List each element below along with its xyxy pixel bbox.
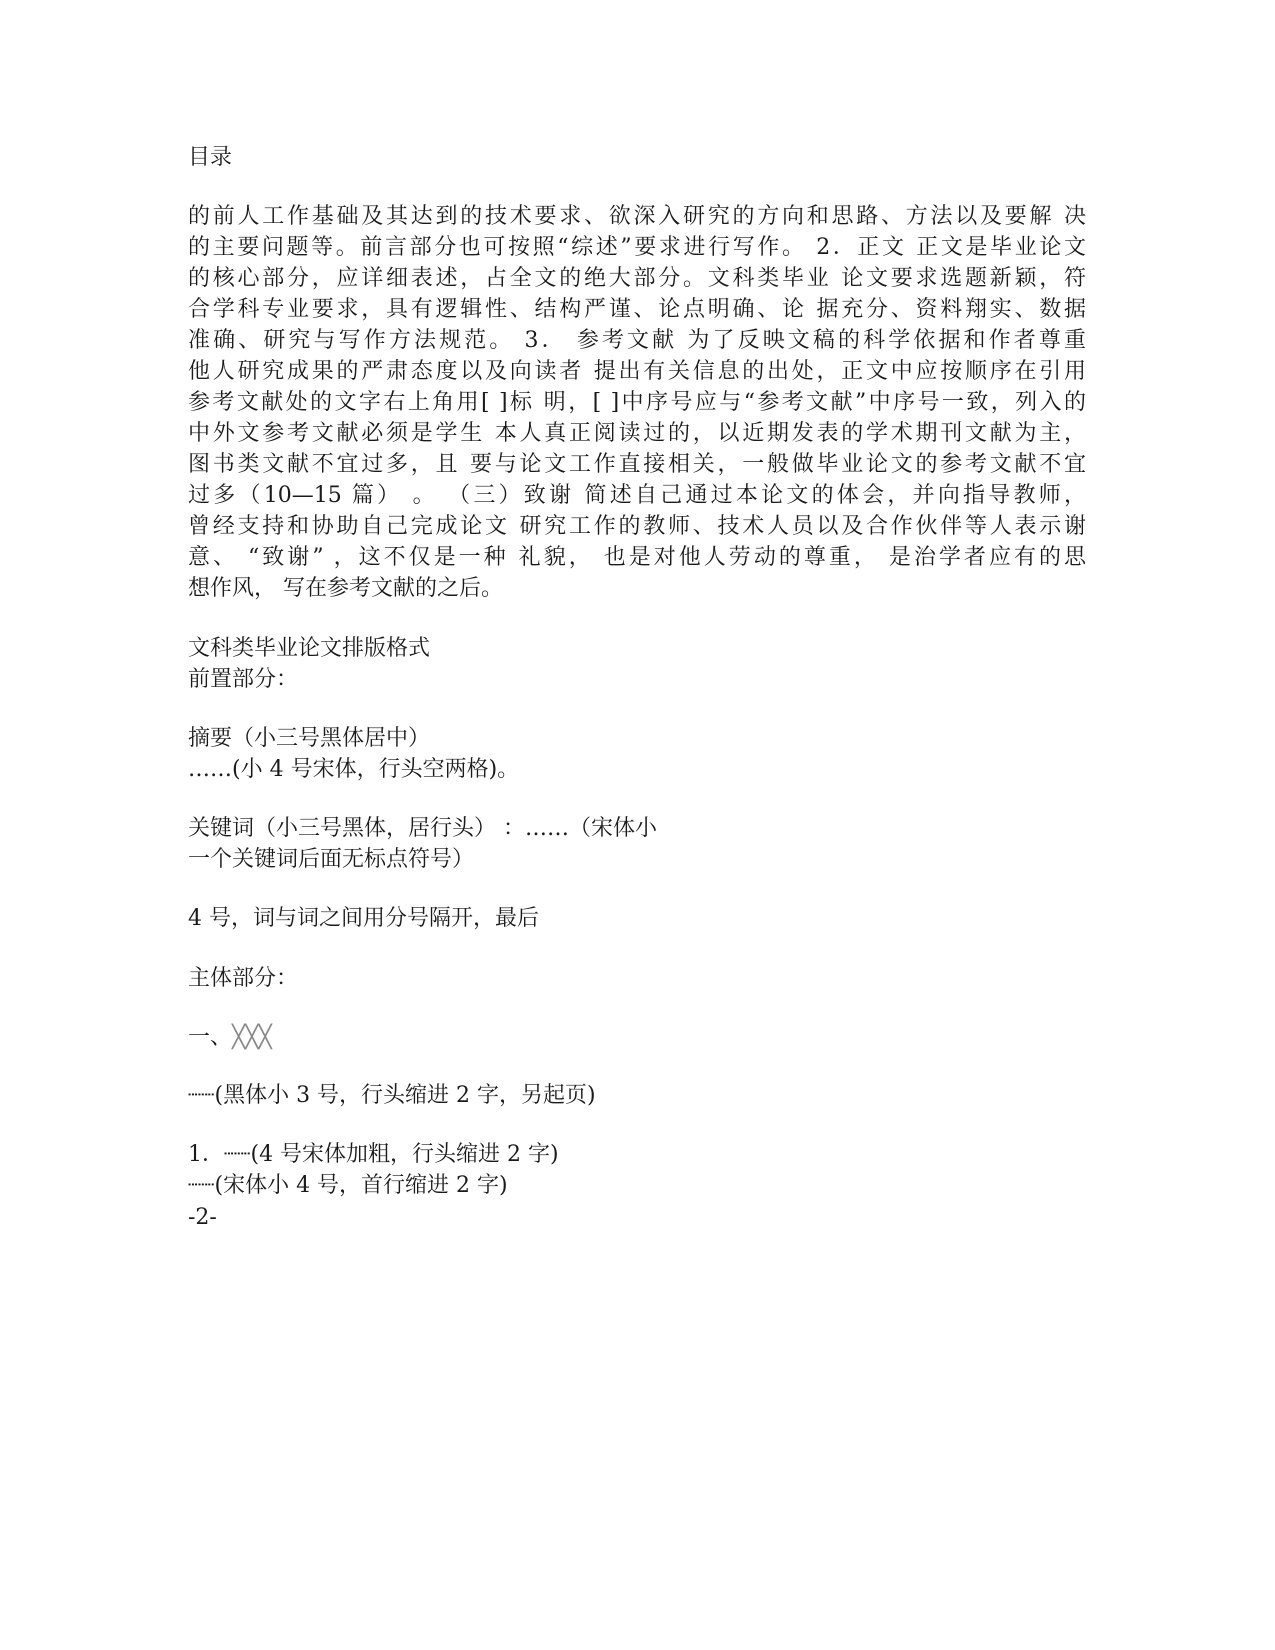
keywords-line: 一个关键词后面无标点符号） (188, 847, 475, 872)
page-number: -2- (188, 1205, 217, 1230)
intro-paragraph-line: 想作风， 写在参考文献的之后。 (188, 576, 503, 601)
chapter-heading-placeholder: ╳╳╳ (232, 1025, 272, 1050)
chapter-heading (188, 1023, 272, 1053)
intro-paragraph-line: 过多（10—15 篇） 。 （三）致谢 简述自己通过本论文的体会，并向指导教师， (188, 483, 1086, 508)
intro-paragraph-line: 合学科专业要求，具有逻辑性、结构严谨、论点明确、论 据充分、资料翔实、数据 (188, 297, 1086, 322)
format-title: 文科类毕业论文排版格式 (188, 636, 431, 661)
intro-paragraph-line: 图书类文献不宜过多，且 要与论文工作直接相关，一般做毕业论文的参考文献不宜 (188, 452, 1086, 477)
body-format-note: ┈┈(宋体小 4 号，首行缩进 2 字) (188, 1173, 508, 1198)
abstract-heading: 摘要（小三号黑体居中） (188, 726, 431, 751)
heading1-format-note: ┈┈(黑体小 3 号，行头缩进 2 字，另起页) (188, 1083, 596, 1108)
intro-paragraph-line: 参考文献处的文字右上角用[ ]标 明，[ ]中序号应与“参考文献”中序号一致，列入的 (188, 390, 1086, 415)
intro-paragraph-line: 意、 “致谢” ，这不仅是一种 礼貌， 也是对他人劳动的尊重， 是治学者应有的思 (188, 545, 1086, 570)
heading2-format-note: 1．┈┈(4 号宋体加粗，行头缩进 2 字) (188, 1142, 559, 1167)
abstract-body-note: ……(小 4 号宋体，行头空两格)。 (188, 757, 520, 782)
toc-title: 目录 (188, 145, 233, 170)
chapter-heading-prefix: 一、 (188, 1025, 233, 1050)
keywords-line: 关键词（小三号黑体，居行头） ：……（宋体小 (188, 816, 657, 841)
main-section-heading: 主体部分： (188, 966, 299, 991)
intro-paragraph-line: 曾经支持和协助自己完成论文 研究工作的教师、技术人员以及合作伙伴等人表示谢 (188, 514, 1086, 539)
intro-paragraph-line: 他人研究成果的严肃态度以及向读者 提出有关信息的出处，正文中应按顺序在引用 (188, 359, 1086, 384)
intro-paragraph-line: 的主要问题等。前言部分也可按照“综述”要求进行写作。 2．正文 正文是毕业论文 (188, 235, 1086, 260)
intro-paragraph-line: 中外文参考文献必须是学生 本人真正阅读过的，以近期发表的学术期刊文献为主， (188, 421, 1086, 446)
intro-paragraph-line: 准确、研究与写作方法规范。 3． 参考文献 为了反映文稿的科学依据和作者尊重 (188, 328, 1086, 353)
keywords-line: 4 号，词与词之间用分号隔开，最后 (188, 906, 539, 931)
intro-paragraph-line: 的前人工作基础及其达到的技术要求、欲深入研究的方向和思路、方法以及要解 决 (188, 204, 1086, 229)
front-section-heading: 前置部分： (188, 667, 299, 692)
intro-paragraph-line: 的核心部分，应详细表述，占全文的绝大部分。文科类毕业 论文要求选题新颖，符 (188, 266, 1086, 291)
